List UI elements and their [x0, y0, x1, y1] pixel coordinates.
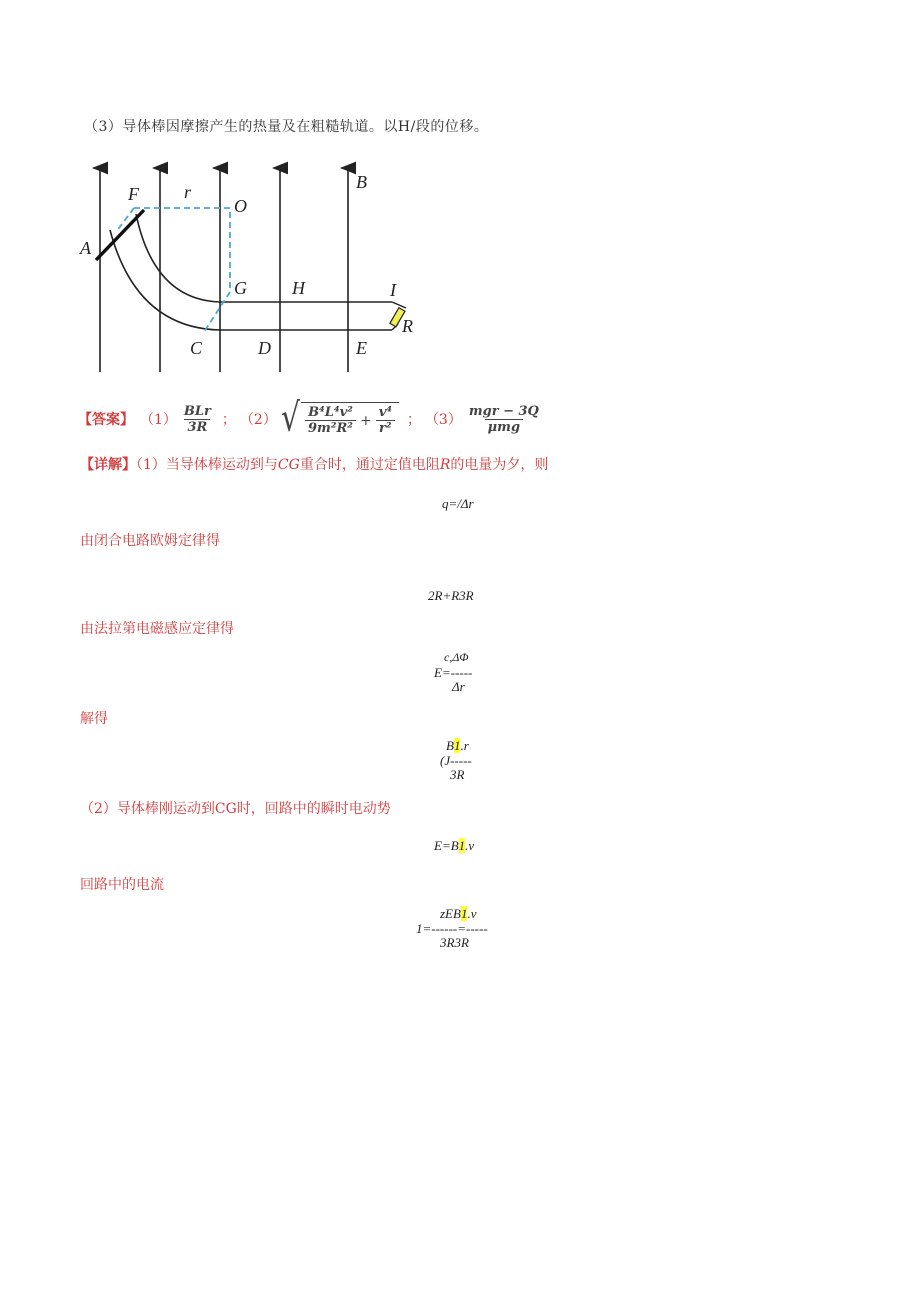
equation-4-bottom: 3R	[450, 767, 465, 782]
eq6-top-b: .v	[467, 906, 477, 921]
equation-3-top: c,ΔΦ	[444, 650, 469, 664]
answer-line	[78, 396, 546, 442]
eq5-b: .v	[465, 838, 475, 853]
answer-3-numerator: mgr − 3Q	[468, 403, 539, 419]
detail-cg: CG	[277, 457, 300, 473]
text-faraday-law: 由法拉第电磁感应定律得	[80, 621, 234, 637]
dashed-radius	[116, 208, 230, 332]
detail-line-2: （2）导体棒刚运动到CG时，回路中的瞬时电动势	[80, 801, 391, 817]
label-D: D	[258, 338, 271, 358]
equation-2: 2R+R3R	[428, 588, 474, 603]
label-O: O	[234, 196, 247, 216]
radical-sign: √	[280, 395, 300, 442]
detail-text-c: 的电量为夕，则	[450, 457, 549, 473]
text-solve: 解得	[80, 711, 108, 727]
equation-3-bottom: Δr	[452, 679, 465, 694]
eq5-a: E=B	[434, 838, 459, 853]
answer-3-fraction	[466, 404, 542, 435]
label-H: H	[292, 278, 305, 298]
label-r: r	[184, 182, 192, 202]
label-G: G	[234, 278, 247, 298]
answer-part2-label: （2）	[239, 412, 277, 428]
eq6-highlight: 1	[460, 906, 468, 921]
answer-part1-label: （1）	[140, 412, 177, 428]
equation-4-mid: (J-----	[440, 753, 472, 768]
equation-5	[434, 838, 474, 854]
answer-2-den1: 9m²R²	[305, 420, 356, 436]
answer-2-plus: +	[359, 412, 372, 429]
equation-3-mid: E=-----	[434, 665, 473, 680]
answer-tag: 【答案】	[78, 412, 134, 428]
label-A: A	[80, 238, 91, 258]
eq4-b: .r	[460, 738, 469, 753]
label-B: B	[356, 172, 367, 192]
text-current: 回路中的电流	[80, 877, 164, 893]
answer-2-sqrt	[280, 395, 399, 442]
detail-line-1	[80, 454, 548, 474]
answer-2-num2: v⁴	[378, 405, 392, 420]
text-ohm-law: 由闭合电路欧姆定律得	[80, 533, 220, 549]
detail-text-a: （1）当导体棒运动到与	[136, 457, 278, 473]
answer-2-num1: B⁴L⁴v²	[308, 405, 353, 420]
equation-4-top	[446, 738, 469, 754]
label-R: R	[402, 316, 413, 336]
eq4-a: B	[446, 738, 454, 753]
label-F: F	[128, 184, 139, 204]
eq6-top-a: zEB	[440, 906, 461, 921]
equation-1: q=/Δr	[442, 496, 474, 511]
equation-6-mid: 1=------=-----	[416, 921, 488, 936]
label-E: E	[356, 338, 367, 358]
answer-separator-1: ；	[221, 412, 236, 428]
answer-3-denominator: μmg	[485, 419, 523, 435]
detail-tag: 【详解】	[80, 457, 136, 473]
answer-separator-2: ；	[406, 412, 421, 428]
answer-part3-label: （3）	[424, 412, 462, 428]
eq5-highlight: 1	[458, 838, 466, 853]
conductor-rod	[96, 210, 144, 260]
answer-2-den2: r²	[376, 420, 395, 436]
detail-r: R	[439, 457, 451, 473]
label-C: C	[190, 338, 203, 358]
detail-text-b: 重合时，通过定值电阻	[299, 457, 440, 473]
equation-6-bottom: 3R3R	[440, 935, 469, 950]
equation-6-top	[440, 906, 476, 922]
answer-1-numerator: BLr	[183, 403, 211, 419]
answer-1-fraction	[181, 404, 214, 435]
question-3-text: （3）导体棒因摩擦产生的热量及在粗糙轨道。以H/段的位移。	[84, 119, 489, 135]
answer-1-denominator: 3R	[184, 419, 210, 435]
eq4-highlight: 1	[453, 738, 461, 753]
label-I: I	[390, 280, 396, 300]
physics-diagram	[76, 160, 436, 380]
rails	[110, 214, 392, 330]
